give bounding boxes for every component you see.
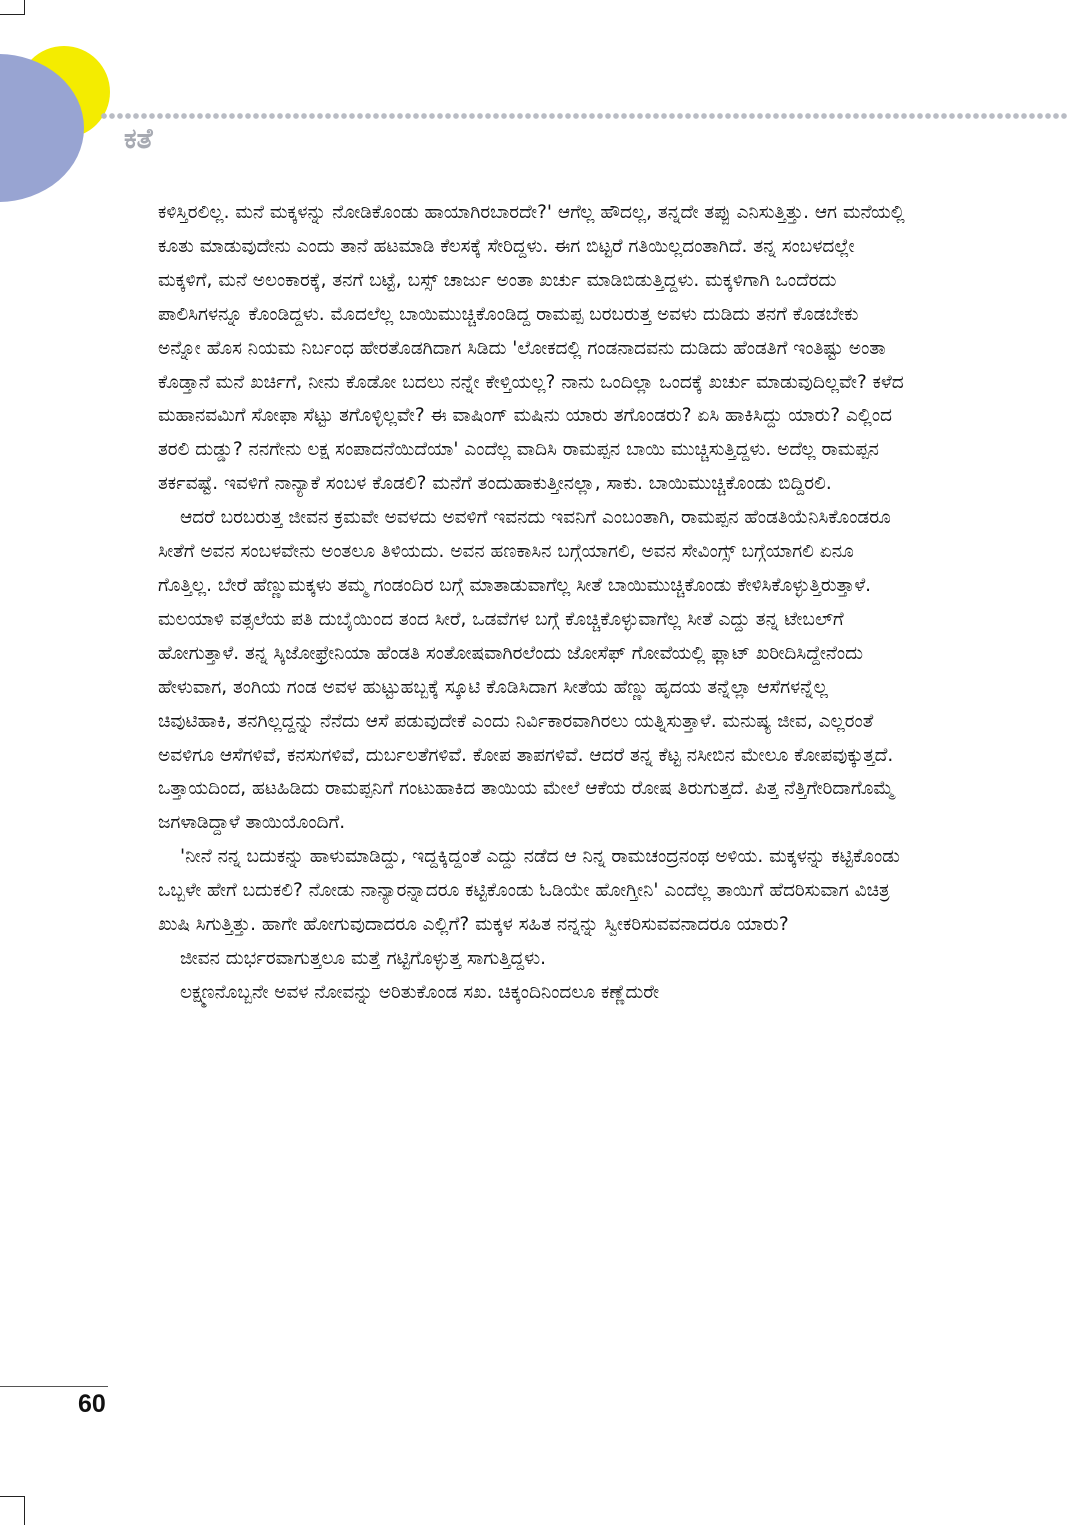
article-paragraph: ಲಕ್ಷ್ಮಣನೊಬ್ಬನೇ ಅವಳ ನೋವನ್ನು ಅರಿತುಕೊಂಡ ಸಖ. ಚಿಕ್ಕಂದಿನಿಂದಲೂ ಕಣ್ಣೆದುರೇ	[180, 981, 660, 1003]
crop-mark-bottom-left-vertical	[24, 1496, 25, 1525]
article-paragraph: ಜೀವನ ದುರ್ಭರವಾಗುತ್ತಲೂ ಮತ್ತೆ ಗಟ್ಟಿಗೊಳ್ಳುತ್ತ ಸಾಗುತ್ತಿದ್ದಳು.	[180, 947, 546, 969]
crop-mark-top-left-horizontal	[0, 14, 24, 15]
crop-mark-top-left-vertical	[24, 0, 25, 15]
crop-mark-bottom-left-horizontal	[0, 1496, 24, 1497]
footer-rule	[0, 1386, 108, 1387]
dotted-header-rule	[100, 112, 1068, 120]
page-number: 60	[78, 1390, 106, 1418]
section-label: ಕತೆ	[124, 122, 153, 155]
article-body	[158, 196, 906, 1010]
article-paragraph: 'ನೀನೆ ನನ್ನ ಬದುಕನ್ನು ಹಾಳುಮಾಡಿದ್ದು, ಇದ್ದಕ್ಕಿದ್ದಂತೆ ಎದ್ದು ನಡೆದ ಆ ನಿನ್ನ ರಾಮಚಂದ್ರನಂಥ ಅಳಿಯ. ಮಕ್ಕಳನ್ನು ಕಟ್ಟಿಕೊಂಡು ಒಬ್ಬಳೇ ಹೇಗೆ ಬದುಕಲಿ? ನೋಡು ನಾನ್ಯಾರನ್ನಾದರೂ ಕಟ್ಟಿಕೊಂಡು ಓಡಿಯೇ ಹೋಗ್ತೀನಿ' ಎಂದೆಲ್ಲ ತಾಯಿಗೆ ಹೆದರಿಸುವಾಗ ವಿಚಿತ್ರ ಖುಷಿ ಸಿಗುತ್ತಿತ್ತು. ಹಾಗೇ ಹೋಗುವುದಾದರೂ ಎಲ್ಲಿಗೆ? ಮಕ್ಕಳ ಸಹಿತ ನನ್ನನ್ನು ಸ್ವೀಕರಿಸುವವನಾದರೂ ಯಾರು?	[158, 846, 900, 936]
article-paragraph: ಆದರೆ ಬರಬರುತ್ತ ಜೀವನ ಕ್ರಮವೇ ಅವಳದು ಅವಳಿಗೆ ಇವನದು ಇವನಿಗೆ ಎಂಬಂತಾಗಿ, ರಾಮಪ್ಪನ ಹೆಂಡತಿಯೆನಿಸಿಕೊಂಡರೂ ಸೀತೆಗೆ ಅವನ ಸಂಬಳವೇನು ಅಂತಲೂ ತಿಳಿಯದು. ಅವನ ಹಣಕಾಸಿನ ಬಗ್ಗೆಯಾಗಲಿ, ಅವನ ಸೇವಿಂಗ್ಸ್ ಬಗ್ಗೆಯಾಗಲಿ ಏನೂ ಗೊತ್ತಿಲ್ಲ. ಬೇರೆ ಹೆಣ್ಣುಮಕ್ಕಳು ತಮ್ಮ ಗಂಡಂದಿರ ಬಗ್ಗೆ ಮಾತಾಡುವಾಗೆಲ್ಲ ಸೀತೆ ಬಾಯಿಮುಚ್ಚಿಕೊಂಡು ಕೇಳಿಸಿಕೊಳ್ಳುತ್ತಿರುತ್ತಾಳೆ. ಮಲಯಾಳಿ ವತ್ಸಲೆಯ ಪತಿ ದುಬೈಯಿಂದ ತಂದ ಸೀರೆ, ಒಡವೆಗಳ ಬಗ್ಗೆ ಕೊಚ್ಚಿಕೊಳ್ಳುವಾಗೆಲ್ಲ ಸೀತೆ ಎದ್ದು ತನ್ನ ಟೇಬಲ್‌ಗೆ ಹೋಗುತ್ತಾಳೆ. ತನ್ನ ಸ್ಕಿಜೋಫ್ರೇನಿಯಾ ಹೆಂಡತಿ ಸಂತೋಷವಾಗಿರಲೆಂದು ಜೋಸೆಫ್ ಗೋವೆಯಲ್ಲಿ ಫ್ಲಾಟ್ ಖರೀದಿಸಿದ್ದೇನೆಂದು ಹೇಳುವಾಗ, ತಂಗಿಯ ಗಂಡ ಅವಳ ಹುಟ್ಟುಹಬ್ಬಕ್ಕೆ ಸ್ಕೂಟಿ ಕೊಡಿಸಿದಾಗ ಸೀತೆಯ ಹೆಣ್ಣು ಹೃದಯ ತನ್ನೆಲ್ಲಾ ಆಸೆಗಳನ್ನೆಲ್ಲ ಚಿವುಟಿಹಾಕಿ, ತನಗಿಲ್ಲದ್ದನ್ನು ನೆನೆದು ಆಸೆ ಪಡುವುದೇಕೆ ಎಂದು ನಿರ್ವಿಕಾರವಾಗಿರಲು ಯತ್ನಿಸುತ್ತಾಳೆ. ಮನುಷ್ಯ ಜೀವ, ಎಲ್ಲರಂತೆ ಅವಳಿಗೂ ಆಸೆಗಳಿವೆ, ಕನಸುಗಳಿವೆ, ದುರ್ಬಲತೆಗಳಿವೆ. ಕೋಪ ತಾಪಗಳಿವೆ. ಆದರೆ ತನ್ನ ಕೆಟ್ಟ ನಸೀಬಿನ ಮೇಲೂ ಕೋಪವುಕ್ಕುತ್ತದೆ. ಒತ್ತಾಯದಿಂದ, ಹಟಹಿಡಿದು ರಾಮಪ್ಪನಿಗೆ ಗಂಟುಹಾಕಿದ ತಾಯಿಯ ಮೇಲೆ ಆಕೆಯ ರೋಷ ತಿರುಗುತ್ತದೆ. ಪಿತ್ತ ನೆತ್ತಿಗೇರಿದಾಗೊಮ್ಮೆ ಜಗಳಾಡಿದ್ದಾಳೆ ತಾಯಿಯೊಂದಿಗೆ.	[158, 507, 895, 834]
article-paragraph: ಕಳಿಸ್ತಿರಲಿಲ್ಲ. ಮನೆ ಮಕ್ಕಳನ್ನು ನೋಡಿಕೊಂಡು ಹಾಯಾಗಿರಬಾರದೇ?' ಆಗೆಲ್ಲ ಹೌದಲ್ಲ, ತನ್ನದೇ ತಪ್ಪು ಎನಿಸುತ್ತಿತ್ತು. ಆಗ ಮನೆಯಲ್ಲಿ ಕೂತು ಮಾಡುವುದೇನು ಎಂದು ತಾನೆ ಹಟಮಾಡಿ ಕೆಲಸಕ್ಕೆ ಸೇರಿದ್ದಳು. ಈಗ ಬಿಟ್ಟರೆ ಗತಿಯಿಲ್ಲದಂತಾಗಿದೆ. ತನ್ನ ಸಂಬಳದಲ್ಲೇ ಮಕ್ಕಳಿಗೆ, ಮನೆ ಅಲಂಕಾರಕ್ಕೆ, ತನಗೆ ಬಟ್ಟೆ, ಬಸ್ಸ್ ಚಾರ್ಜು ಅಂತಾ ಖರ್ಚು ಮಾಡಿಬಿಡುತ್ತಿದ್ದಳು. ಮಕ್ಕಳಿಗಾಗಿ ಒಂದೆರದು ಪಾಲಿಸಿಗಳನ್ನೂ ಕೊಂಡಿದ್ದಳು. ಮೊದಲೆಲ್ಲ ಬಾಯಿಮುಚ್ಚಿಕೊಂಡಿದ್ದ ರಾಮಪ್ಪ ಬರಬರುತ್ತ ಅವಳು ದುಡಿದು ತನಗೆ ಕೊಡಬೇಕು ಅನ್ನೋ ಹೊಸ ನಿಯಮ ನಿರ್ಬಂಧ ಹೇರತೊಡಗಿದಾಗ ಸಿಡಿದು 'ಲೋಕದಲ್ಲಿ ಗಂಡನಾದವನು ದುಡಿದು ಹೆಂಡತಿಗೆ ಇಂತಿಷ್ಟು ಅಂತಾ ಕೊಡ್ತಾನೆ ಮನೆ ಖರ್ಚಿಗೆ, ನೀನು ಕೊಡೋ ಬದಲು ನನ್ನೇ ಕೇಳ್ತಿಯಲ್ಲ? ನಾನು ಒಂದಿಲ್ಲಾ ಒಂದಕ್ಕೆ ಖರ್ಚು ಮಾಡುವುದಿಲ್ಲವೇ? ಕಳೆದ ಮಹಾನವಮಿಗೆ ಸೋಫಾ ಸೆಟ್ಟು ತಗೊಳ್ಳಿಲ್ಲವೇ? ಈ ವಾಷಿಂಗ್ ಮಷಿನು ಯಾರು ತಗೊಂಡರು? ಏಸಿ ಹಾಕಿಸಿದ್ದು ಯಾರು? ಎಲ್ಲಿಂದ ತರಲಿ ದುಡ್ಡು? ನನಗೇನು ಲಕ್ಷ ಸಂಪಾದನೆಯಿದೆಯಾ' ಎಂದೆಲ್ಲ ವಾದಿಸಿ ರಾಮಪ್ಪನ ಬಾಯಿ ಮುಚ್ಚಿಸುತ್ತಿದ್ದಳು. ಅದೆಲ್ಲ ರಾಮಪ್ಪನ ತರ್ಕವಷ್ಟೆ. ಇವಳಿಗೆ ನಾನ್ಯಾಕೆ ಸಂಬಳ ಕೊಡಲಿ? ಮನೆಗೆ ತಂದುಹಾಕುತ್ತೀನಲ್ಲಾ, ಸಾಕು. ಬಾಯಿಮುಚ್ಚಿಕೊಂಡು ಬಿದ್ದಿರಲಿ.	[158, 202, 905, 495]
